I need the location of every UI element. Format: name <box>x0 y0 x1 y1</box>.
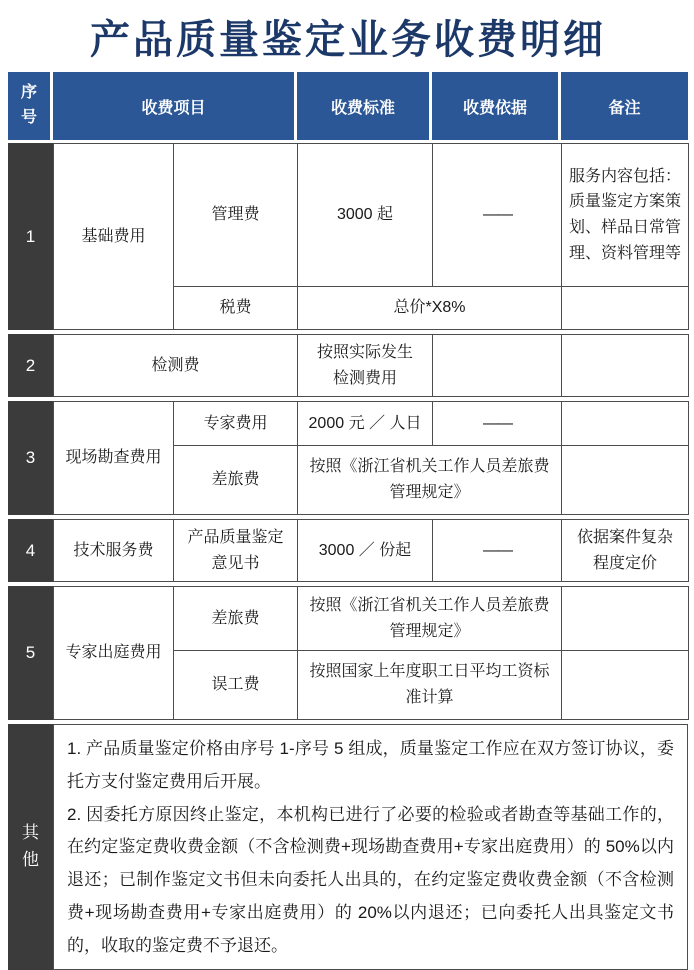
table-row-other-notes <box>8 724 688 970</box>
table-row-technical-service-fee <box>8 519 688 582</box>
cell-standard-merged: 总价*X8% <box>298 287 562 330</box>
header-cell-no <box>8 72 53 140</box>
other-notes-cell <box>53 724 688 970</box>
cell-standard <box>298 335 433 397</box>
section-content <box>53 401 689 515</box>
cell-note-text: 依据案件复杂程度定价 <box>576 528 673 572</box>
serial-cell: 1 <box>8 143 53 330</box>
cell-note <box>562 651 689 720</box>
cell-standard: 3000 起 <box>298 144 433 287</box>
table-row-site-survey-fees <box>8 401 688 515</box>
cell-note <box>562 402 689 446</box>
page-title: 产品质量鉴定业务收费明细 <box>90 16 606 62</box>
section-content <box>53 586 689 720</box>
cell-standard-text: 按照《浙江省机关工作人员差旅费管理规定》 <box>309 596 550 640</box>
cell-basis: —— <box>433 520 562 582</box>
table-row-expert-court-fees <box>8 586 688 720</box>
header-label-no: 序号 <box>20 84 37 126</box>
cell-sub-item: 差旅费 <box>174 446 298 515</box>
cell-basis: —— <box>433 144 562 287</box>
note-paragraph: 1. 产品质量鉴定价格由序号 1-序号 5 组成，质量鉴定工作应在双方签订协议，委托方支付鉴定费用后开展。 <box>67 739 674 791</box>
cell-sub-item: 误工费 <box>174 651 298 720</box>
cell-sub-item: 管理费 <box>174 144 298 287</box>
serial-cell: 4 <box>8 519 53 582</box>
note-paragraph: 2. 因委托方原因终止鉴定，本机构已进行了必要的检验或者勘查等基础工作的，在约定鉴定费收费金额（不含检测费+现场勘查费用+专家出庭费用）的 50%以内退还；已制作鉴定文书但未向委托人出具的，在约定鉴定费收费金额（不含检测费+现场勘查费用+专家出庭费用）的 20%以内退还；已向委托人出具鉴定文书的，收取的鉴定费不予退还。 <box>67 804 674 955</box>
cell-note <box>562 287 689 330</box>
serial-cell: 3 <box>8 401 53 515</box>
cell-basis <box>433 335 562 397</box>
cell-item-name: 基础费用 <box>54 144 174 330</box>
cell-sub-item: 专家费用 <box>174 402 298 446</box>
cell-standard: 3000 ／ 份起 <box>298 520 433 582</box>
cell-sub-item: 税费 <box>174 287 298 330</box>
cell-item-name: 检测费 <box>54 335 298 397</box>
cell-standard-text: 按照实际发生检测费用 <box>316 343 413 387</box>
cell-standard-merged <box>298 587 562 651</box>
other-label: 其他 <box>21 823 39 869</box>
cell-note <box>562 520 689 582</box>
section-content <box>53 334 689 397</box>
section-content <box>53 519 689 582</box>
cell-note <box>562 587 689 651</box>
cell-item-name: 专家出庭费用 <box>54 587 174 720</box>
cell-note <box>562 335 689 397</box>
cell-standard: 2000 元 ／ 人日 <box>298 402 433 446</box>
header-cell-item: 收费项目 <box>53 72 297 140</box>
serial-cell: 2 <box>8 334 53 397</box>
header-cell-note: 备注 <box>561 72 688 140</box>
cell-standard-text: 按照《浙江省机关工作人员差旅费管理规定》 <box>309 458 550 501</box>
cell-item-name: 技术服务费 <box>54 520 174 582</box>
cell-item-name: 现场勘查费用 <box>54 402 174 515</box>
table-row-testing-fee <box>8 334 688 397</box>
cell-basis: —— <box>433 402 562 446</box>
header-cell-standard: 收费标准 <box>297 72 432 140</box>
cell-sub-item <box>174 520 298 582</box>
serial-cell: 5 <box>8 586 53 720</box>
serial-cell-other <box>8 724 53 970</box>
table-row-basic-fees <box>8 143 688 330</box>
cell-note: 服务内容包括：质量鉴定方案策划、样品日常管理、资料管理等 <box>562 144 689 287</box>
header-cell-basis: 收费依据 <box>432 72 561 140</box>
cell-standard-merged <box>298 446 562 515</box>
cell-standard-merged <box>298 651 562 720</box>
section-content <box>53 143 689 330</box>
cell-sub-item-text: 产品质量鉴定意见书 <box>187 528 284 572</box>
cell-standard-text: 按照国家上年度职工日平均工资标准计算 <box>309 663 550 706</box>
table-header-row <box>8 72 688 140</box>
cell-sub-item: 差旅费 <box>174 587 298 651</box>
cell-note <box>562 446 689 515</box>
